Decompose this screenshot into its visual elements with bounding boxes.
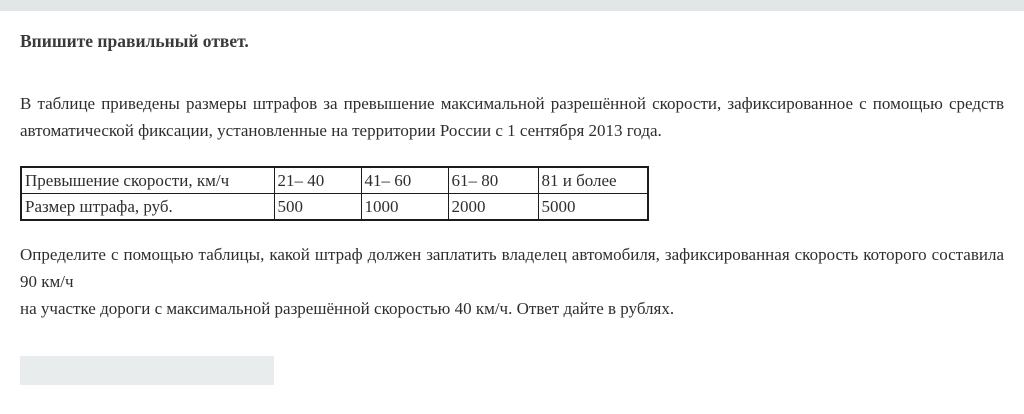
question-text-part2: на участке дороги с максимальной разрешённой скоростью 40 км/ч. Ответ дайте в рублях. bbox=[20, 299, 675, 318]
table-cell-speed-range-4: 81 и более bbox=[538, 167, 648, 194]
table-row-speed bbox=[21, 167, 648, 194]
question-paragraph bbox=[20, 241, 1004, 322]
table-cell-speed-range-3: 61– 80 bbox=[448, 167, 538, 194]
prompt-heading: Впишите правильный ответ. bbox=[20, 31, 249, 51]
table-cell-fine-3: 2000 bbox=[448, 194, 538, 221]
table-row-fine bbox=[21, 194, 648, 221]
table-cell-speed-header: Превышение скорости, км/ч bbox=[21, 167, 274, 194]
fines-table bbox=[20, 166, 649, 221]
question-content bbox=[0, 30, 1024, 385]
table-cell-fine-2: 1000 bbox=[361, 194, 448, 221]
table-cell-speed-range-1: 21– 40 bbox=[274, 167, 361, 194]
question-text-part1: Определите с помощью таблицы, какой штраф должен заплатить владелец автомобиля, зафиксированная скорость которого составила 90 км/ч bbox=[20, 245, 1004, 291]
intro-paragraph: В таблице приведены размеры штрафов за превышение максимальной разрешённой скорости, зафиксированное с помощью средств автоматической фиксации, установленные на территории России с 1 сентября 2013 года. bbox=[20, 94, 1004, 140]
answer-input[interactable] bbox=[20, 356, 274, 385]
table-cell-fine-4: 5000 bbox=[538, 194, 648, 221]
table-cell-fine-1: 500 bbox=[274, 194, 361, 221]
table-cell-fine-header: Размер штрафа, руб. bbox=[21, 194, 274, 221]
table-cell-speed-range-2: 41– 60 bbox=[361, 167, 448, 194]
top-divider-bar bbox=[0, 0, 1024, 11]
